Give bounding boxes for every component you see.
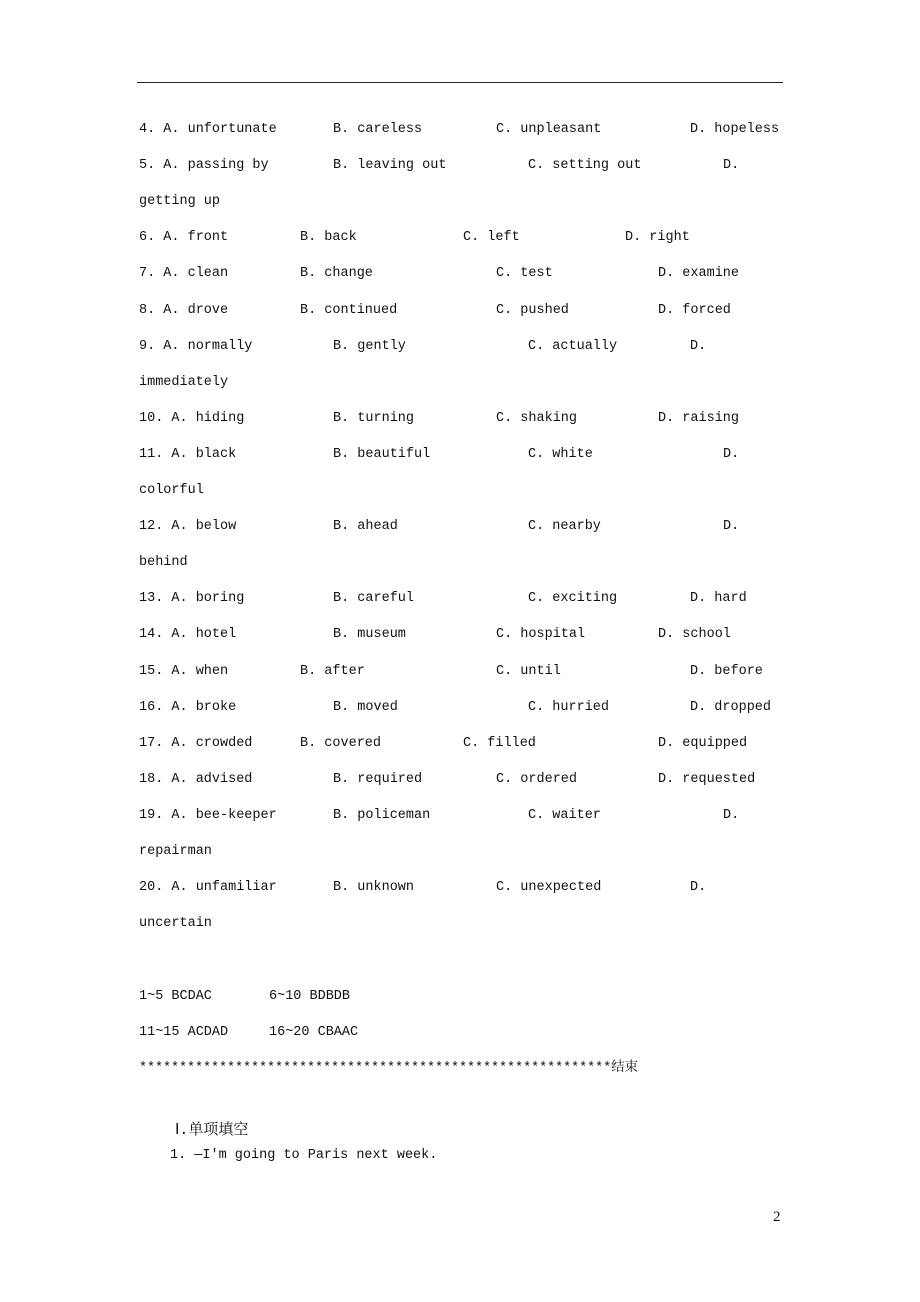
option-a: A. clean xyxy=(163,266,229,282)
option-d: D. before xyxy=(690,663,763,679)
option-c: C. left xyxy=(463,230,520,246)
option-d: D. xyxy=(690,338,707,354)
option-b: B. careful xyxy=(333,591,415,607)
option-b: B. after xyxy=(300,663,365,679)
option-c: C. filled xyxy=(463,735,536,751)
option-b: B. unknown xyxy=(333,880,415,896)
option-a: A. passing by xyxy=(163,158,269,174)
option-b: B. continued xyxy=(300,302,398,318)
option-c: C. unpleasant xyxy=(496,122,602,137)
answer-key-16-20: 16~20 CBAAC xyxy=(269,1025,359,1040)
question-number: 17. xyxy=(139,735,164,751)
option-c: C. setting out xyxy=(528,158,642,174)
question-number: 7. xyxy=(139,266,156,282)
option-d: D. hopeless xyxy=(690,122,780,137)
option-c: C. hospital xyxy=(496,627,586,643)
option-a: A. hiding xyxy=(171,410,245,426)
option-d: D. school xyxy=(658,627,731,643)
question-number: 8. xyxy=(139,302,156,318)
option-a: A. unfamiliar xyxy=(171,880,277,896)
option-d-text: colorful xyxy=(139,483,204,498)
option-b: B. policeman xyxy=(333,807,431,823)
answer-key-1-5: 1~5 BCDAC xyxy=(139,989,212,1004)
option-a: A. bee-keeper xyxy=(171,807,277,823)
option-b: B. change xyxy=(300,266,373,282)
option-c: C. test xyxy=(496,266,553,282)
option-c: C. nearby xyxy=(528,519,601,535)
option-c: C. pushed xyxy=(496,302,569,318)
option-d-text: uncertain xyxy=(139,916,212,932)
question-number: 19. xyxy=(139,807,164,823)
option-b: B. beautiful xyxy=(333,446,431,462)
option-b: B. covered xyxy=(300,735,382,751)
question-number: 15. xyxy=(139,663,164,679)
option-d: D. dropped xyxy=(690,699,772,715)
option-c: C. exciting xyxy=(528,591,618,607)
question-number: 20. xyxy=(139,880,164,896)
option-d: D. hard xyxy=(690,591,747,607)
option-a: A. broke xyxy=(171,699,237,715)
option-b: B. museum xyxy=(333,627,406,643)
question-number: 12. xyxy=(139,519,164,535)
option-c: C. white xyxy=(528,446,593,462)
option-a: A. hotel xyxy=(171,627,237,643)
option-c: C. shaking xyxy=(496,410,578,426)
end-marker: ***********************************************************结束 xyxy=(139,1061,638,1076)
question-number: 6. xyxy=(139,230,156,246)
page-number: 2 xyxy=(773,1209,781,1225)
option-c: C. ordered xyxy=(496,771,578,787)
option-c: C. until xyxy=(496,663,561,679)
question-number: 13. xyxy=(139,591,164,607)
option-a: A. crowded xyxy=(171,735,253,751)
option-a: A. black xyxy=(171,446,237,462)
question-number: 5. xyxy=(139,158,156,174)
option-b: B. leaving out xyxy=(333,158,447,174)
option-a: A. below xyxy=(171,519,237,535)
question-number: 18. xyxy=(139,771,164,787)
question-number: 16. xyxy=(139,699,164,715)
option-c: C. waiter xyxy=(528,807,601,823)
option-d-text: repairman xyxy=(139,844,212,859)
answer-key-11-15: 11~15 ACDAD xyxy=(139,1025,229,1040)
question-number: 10. xyxy=(139,410,164,426)
question-number: 9. xyxy=(139,338,156,354)
question-number: 14. xyxy=(139,627,164,643)
option-a: A. normally xyxy=(163,338,253,354)
question-number: 4. xyxy=(139,122,156,137)
option-a: A. when xyxy=(171,663,229,679)
option-a: A. front xyxy=(163,230,229,246)
option-b: B. back xyxy=(300,230,357,246)
answer-key-6-10: 6~10 BDBDB xyxy=(269,989,351,1004)
header-rule xyxy=(137,82,783,83)
option-d: D. xyxy=(723,446,740,462)
option-d: D. forced xyxy=(658,302,731,318)
option-a: A. advised xyxy=(171,771,253,787)
option-d: D. xyxy=(690,880,707,896)
option-d: D. xyxy=(723,519,740,535)
option-b: B. gently xyxy=(333,338,406,354)
option-d: D. requested xyxy=(658,771,756,787)
option-a: A. drove xyxy=(163,302,229,318)
section-title: Ⅰ.单项填空 xyxy=(175,1122,249,1139)
option-d: D. xyxy=(723,807,740,823)
option-c: C. hurried xyxy=(528,699,610,715)
option-b: B. ahead xyxy=(333,519,398,535)
option-d-text: immediately xyxy=(139,374,229,390)
option-b: B. required xyxy=(333,771,423,787)
option-d: D. examine xyxy=(658,266,740,282)
option-a: A. unfortunate xyxy=(163,122,277,137)
option-d: D. xyxy=(723,158,740,174)
option-d-text: behind xyxy=(139,555,188,571)
option-b: B. careless xyxy=(333,122,423,137)
option-b: B. turning xyxy=(333,410,415,426)
option-a: A. boring xyxy=(171,591,245,607)
option-c: C. unexpected xyxy=(496,880,602,896)
option-d: D. raising xyxy=(658,410,740,426)
next-question: 1. —I'm going to Paris next week. xyxy=(170,1148,438,1163)
question-number: 11. xyxy=(139,446,164,462)
option-d: D. equipped xyxy=(658,735,748,751)
option-d-text: getting up xyxy=(139,194,221,210)
option-d: D. right xyxy=(625,230,690,246)
option-c: C. actually xyxy=(528,338,618,354)
option-b: B. moved xyxy=(333,699,398,715)
